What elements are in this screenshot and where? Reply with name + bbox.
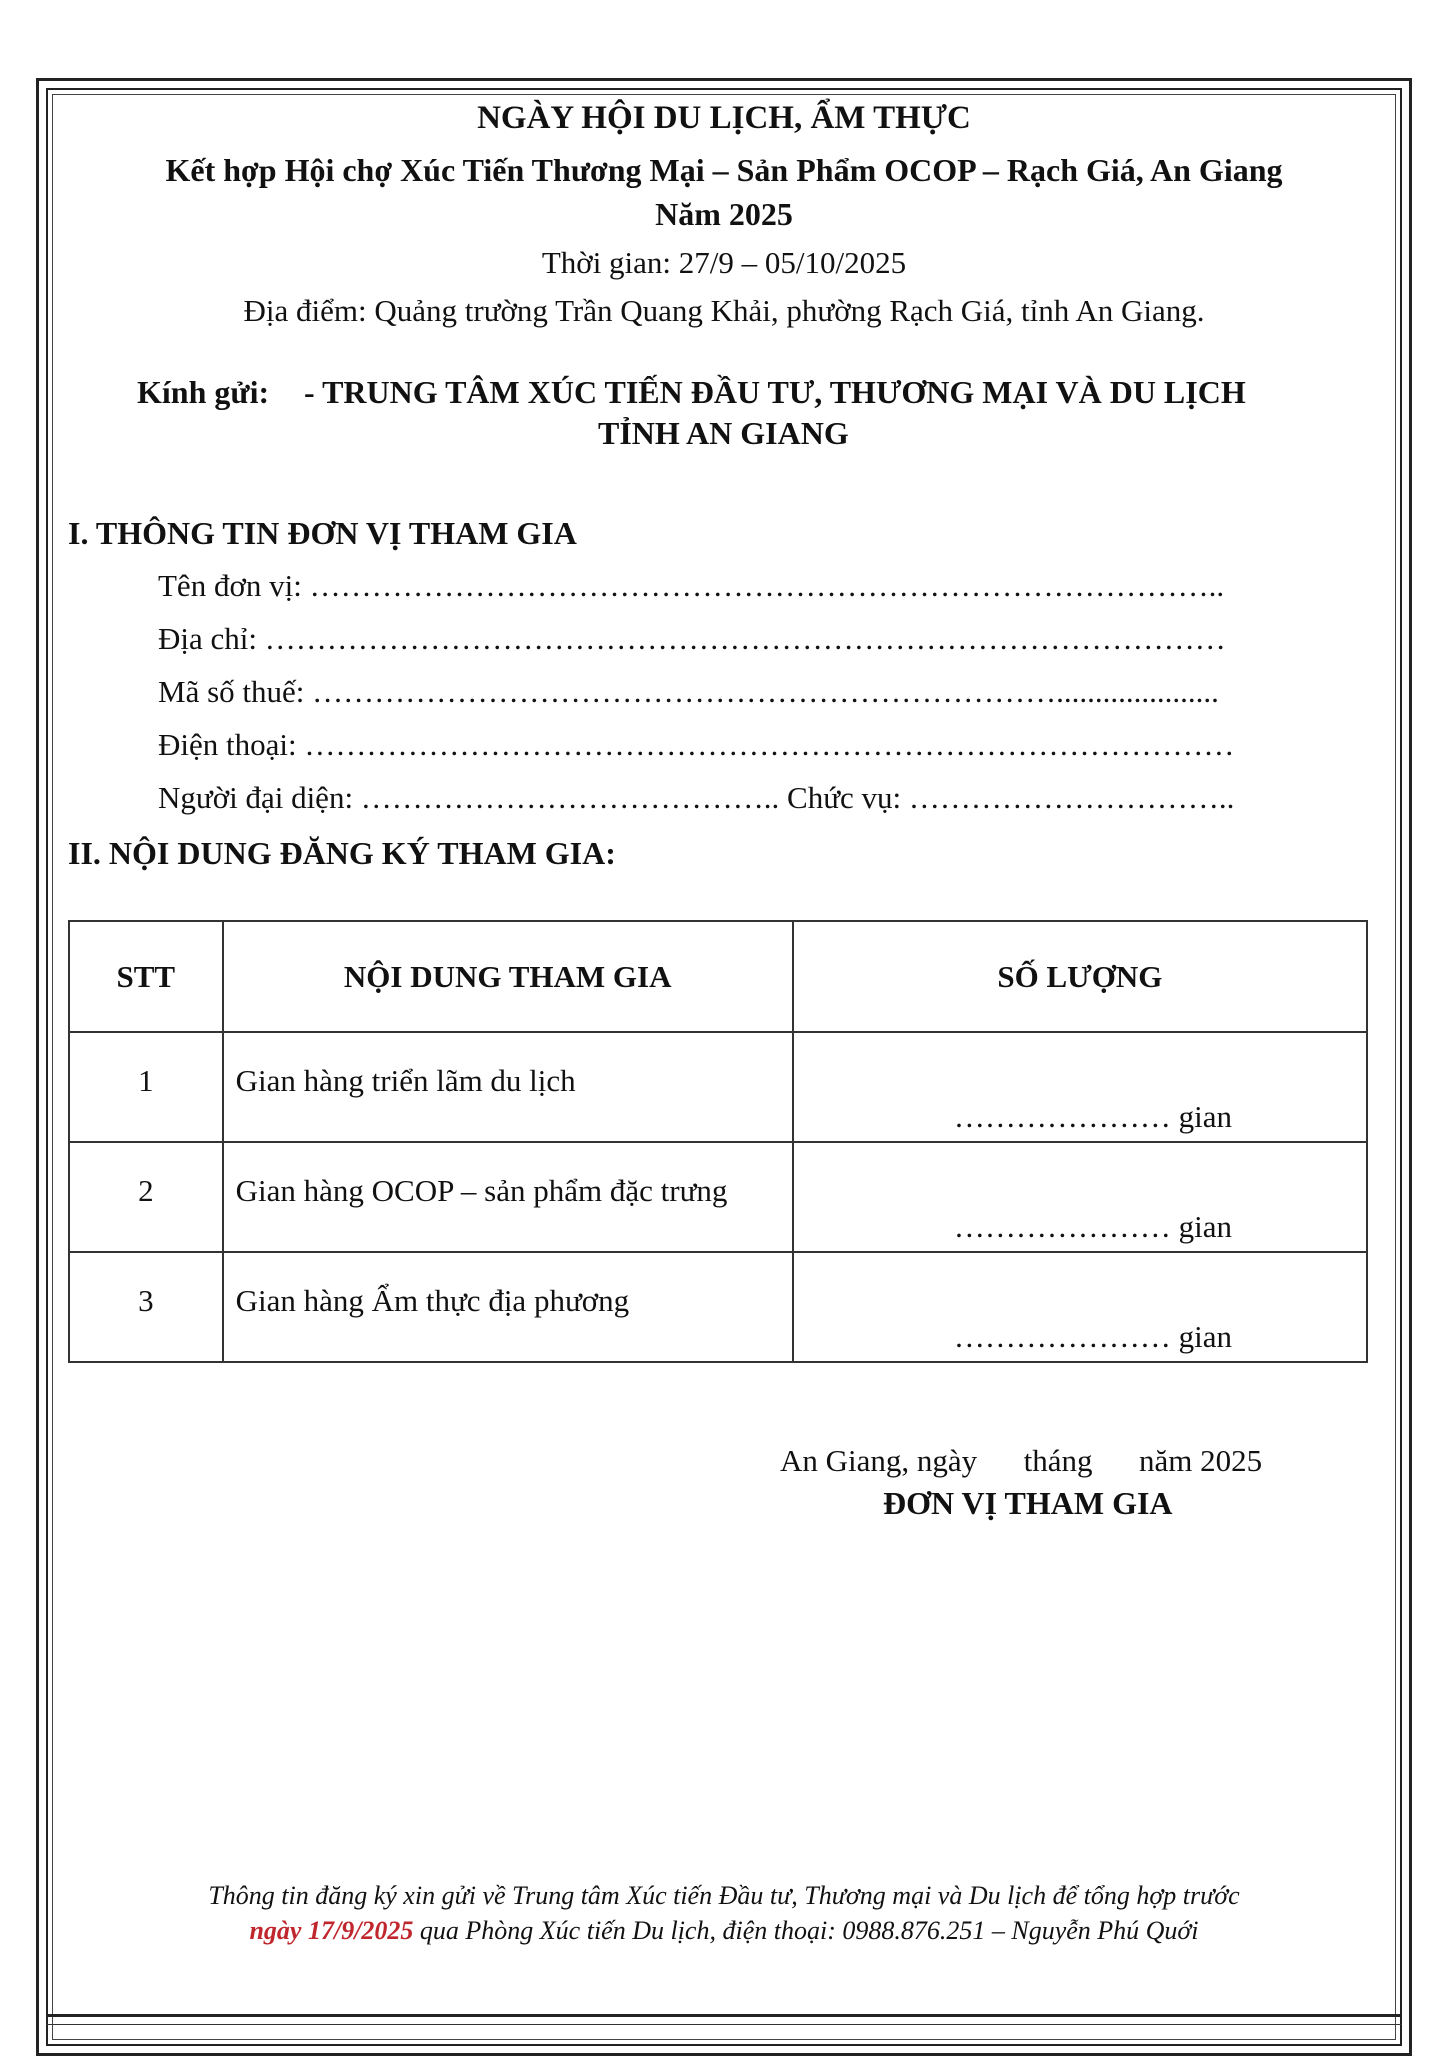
table-row [69, 1032, 1367, 1142]
event-place: Địa điểm: Quảng trường Trần Quang Khải, phường Rạch Giá, tỉnh An Giang. [243, 293, 1205, 328]
row-stt: 2 [138, 1173, 154, 1208]
row-quantity-cell[interactable] [793, 1032, 1367, 1142]
header-stt: STT [69, 921, 223, 1032]
field-address: Địa chỉ: ………………………………………………………………………………… [158, 621, 1226, 656]
recipient-line-1: - TRUNG TÂM XÚC TIẾN ĐẦU TƯ, THƯƠNG MẠI VÀ DU LỊCH [304, 374, 1246, 410]
section-1-title: I. THÔNG TIN ĐƠN VỊ THAM GIA [68, 515, 577, 551]
signature-date-line: An Giang, ngày tháng năm 2025 [780, 1443, 1263, 1478]
document-subtitle: Kết hợp Hội chợ Xúc Tiến Thương Mại – Sản Phẩm OCOP – Rạch Giá, An Giang [165, 152, 1283, 188]
document-title: NGÀY HỘI DU LỊCH, ẨM THỰC [477, 100, 971, 136]
bottom-border-rule [46, 2014, 1402, 2017]
row-content: Gian hàng OCOP – sản phẩm đặc trưng [235, 1173, 728, 1208]
table-row [69, 1142, 1367, 1252]
row-quantity: ………………… gian [953, 1209, 1232, 1244]
field-phone: Điện thoại: ……………………………………………………………………………… [158, 727, 1235, 762]
row-stt: 3 [138, 1283, 154, 1318]
table-row [69, 1252, 1367, 1362]
row-quantity: ………………… gian [953, 1099, 1232, 1134]
field-tax-code: Mã số thuế: ………………………………………………………………..................... [158, 674, 1219, 709]
row-content: Gian hàng triển lãm du lịch [235, 1063, 576, 1098]
registration-table [68, 920, 1368, 1363]
footer-note-line-2 [0, 1916, 1448, 1946]
footer-note-deadline: ngày 17/9/2025 [249, 1916, 414, 1945]
row-content: Gian hàng Ẩm thực địa phương [235, 1283, 630, 1318]
header-content: NỘI DUNG THAM GIA [223, 921, 793, 1032]
header-quantity: SỐ LƯỢNG [793, 921, 1367, 1032]
row-quantity-cell[interactable] [793, 1142, 1367, 1252]
footer-note-contact: qua Phòng Xúc tiến Du lịch, điện thoại: 0988.876.251 – Nguyễn Phú Quới [413, 1916, 1199, 1945]
signature-unit: ĐƠN VỊ THAM GIA [883, 1485, 1173, 1521]
row-quantity-cell[interactable] [793, 1252, 1367, 1362]
row-quantity: ………………… gian [953, 1319, 1232, 1354]
event-time: Thời gian: 27/9 – 05/10/2025 [541, 245, 907, 280]
footer-note-line-1: Thông tin đăng ký xin gửi về Trung tâm Xúc tiến Đầu tư, Thương mại và Du lịch để tổng hợp trước [208, 1881, 1240, 1910]
row-stt: 1 [138, 1063, 154, 1098]
table-header-row [69, 921, 1367, 1032]
section-2-title: II. NỘI DUNG ĐĂNG KÝ THAM GIA: [68, 835, 616, 871]
recipient-label: Kính gửi: [137, 374, 270, 410]
field-representative: Người đại diện: ………………………………….. Chức vụ: ………………………….. [158, 780, 1235, 815]
recipient-line-2: TỈNH AN GIANG [598, 415, 849, 451]
bottom-border-rule-thin [46, 2024, 1402, 2025]
document-year: Năm 2025 [655, 196, 793, 232]
field-unit-name: Tên đơn vị: …………………………………………………………………………….. [158, 568, 1225, 603]
